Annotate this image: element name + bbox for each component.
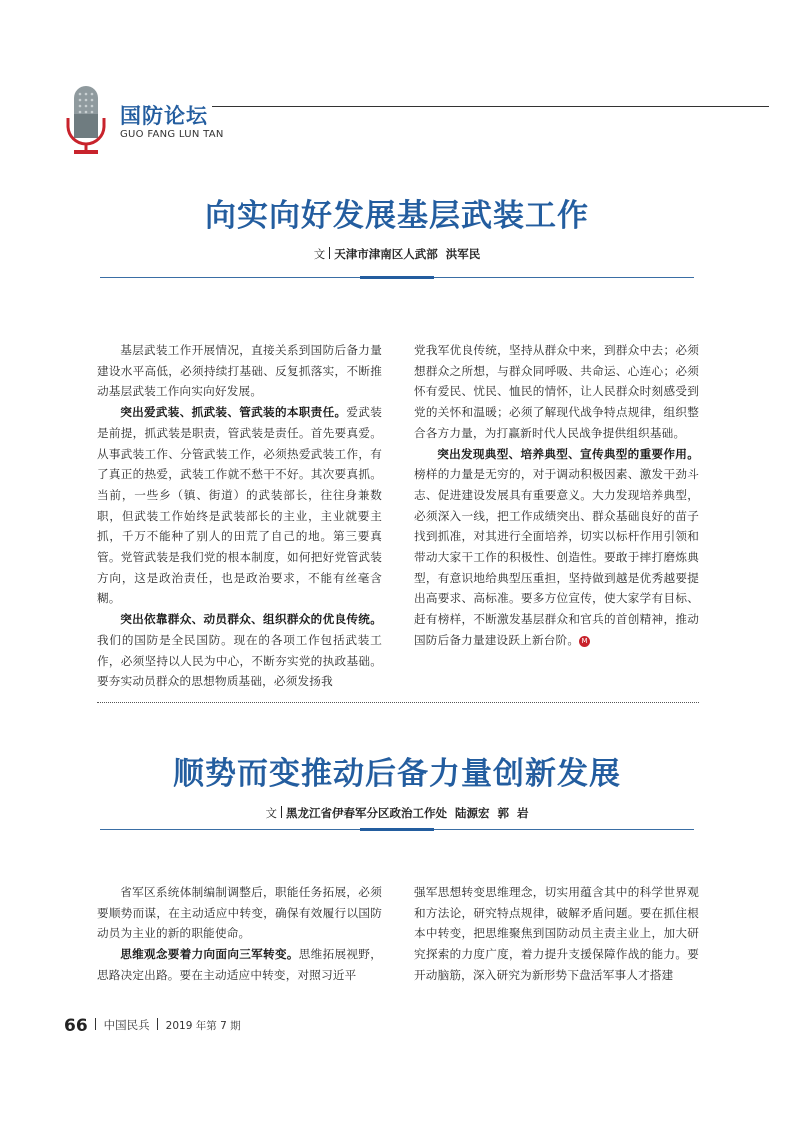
section-divider — [97, 702, 699, 703]
article1-paragraph: 突出爱武装、抓武装、管武装的本职责任。爱武装是前提，抓武装是职责，管武装是责任。首先要真爱。从事武装工作、分管武装工作，必须热爱武装工作，有了真正的热爱，武装工作就不愁干不好。其次要真抓。当前，一些乡（镇、街道）的武装部长，往往身兼数职，但武装工作始终是武装部长的主业，主业就要主抓，千万不能种了别人的田荒了自己的地。第三要真管。党管武装是我们党的根本制度，如何把好党管武装方向，这是政治责任，也是政治要求，不能有丝毫含糊。 — [97, 405, 382, 606]
column-pinyin: GUO FANG LUN TAN — [120, 129, 224, 140]
magazine-name: 中国民兵 — [103, 1018, 150, 1032]
article1-right-column — [414, 340, 699, 651]
microphone-icon — [62, 84, 110, 156]
article1-paragraph: 党我军优良传统，坚持从群众中来，到群众中去；必须想群众之所想，与群众同呼吸、共命运、心连心；必须怀有爱民、忧民、恤民的情怀，让人民群众时刻感受到党的关怀和温暖；必须了解现代战争特点规律，组织整合各方力量，为打赢新时代人民战争提供组织基础。 — [414, 343, 699, 440]
article2-paragraph: 强军思想转变思维理念，切实用蕴含其中的科学世界观和方法论，研究特点规律，破解矛盾问题。要在抓住根本中转变，把思维聚焦到国防动员主责主业上，加大研究探索的力度广度，着力提升支援保障作战的能力。要开动脑筋，深入研究为新形势下盘活军事人才搭建 — [414, 885, 699, 982]
byline-prefix: 文 — [313, 247, 326, 261]
byline-author: 黑龙江省伊春军分区政治工作处 陆源宏 郭 岩 — [285, 806, 529, 820]
byline-separator — [329, 247, 330, 259]
article1-title: 向实向好发展基层武装工作 — [205, 198, 589, 234]
header-rule — [212, 106, 769, 107]
article2-left-column — [97, 882, 382, 986]
footer-separator — [157, 1018, 158, 1030]
page-number: 66 — [64, 1016, 88, 1036]
article1-rule-accent — [360, 276, 434, 279]
article2-paragraph: 思维观念要着力向面向三军转变。思维拓展视野，思路决定出路。要在主动适应中转变，对照习近平 — [97, 947, 382, 982]
article1-left-column — [97, 340, 382, 692]
column-header — [0, 0, 794, 160]
article2-right-column — [414, 882, 699, 986]
article2-title: 顺势而变推动后备力量创新发展 — [173, 756, 621, 792]
page-footer — [64, 1016, 241, 1038]
byline-separator — [281, 806, 282, 818]
article2-byline — [0, 805, 794, 821]
end-mark-icon: M — [579, 636, 590, 647]
issue-label: 2019 年第 7 期 — [165, 1020, 241, 1032]
article1-paragraph: 基层武装工作开展情况，直接关系到国防后备力量建设水平高低，必须持续打基础、反复抓落实，不断推动基层武装工作向实向好发展。 — [97, 343, 382, 399]
byline-prefix: 文 — [265, 806, 277, 820]
article1-byline — [0, 246, 794, 262]
column-title: 国防论坛 — [120, 104, 208, 128]
article2-paragraph: 省军区系统体制编制调整后，职能任务拓展，必须要顺势而谋，在主动适应中转变，确保有效履行以国防动员为主业的新的职能使命。 — [97, 885, 382, 941]
footer-separator — [95, 1018, 96, 1030]
article2-rule-accent — [360, 828, 434, 831]
byline-author: 天津市津南区人武部 洪军民 — [334, 247, 481, 261]
article1-paragraph: 突出发现典型、培养典型、宣传典型的重要作用。榜样的力量是无穷的，对于调动积极因素、激发干劲斗志、促进建设发展具有重要意义。大力发现培养典型，必须深入一线，把工作成绩突出、群众基础良好的苗子找到抓准，对其进行全面培养，切实以标杆作用引领和带动大家干工作的积极性、创造性。要敢于摔打磨炼典型，有意识地给典型压重担，坚持做到越是优秀越要提出高要求、高标准。要多方位宣传，使大家学有目标、赶有榜样，不断激发基层群众和官兵的首创精神，推动国防后备力量建设跃上新台阶。 M — [414, 446, 699, 647]
article1-paragraph: 突出依靠群众、动员群众、组织群众的优良传统。我们的国防是全民国防。现在的各项工作包括武装工作，必须坚持以人民为中心，不断夯实党的执政基础。要夯实动员群众的思想物质基础，必须发扬我 — [97, 612, 382, 689]
